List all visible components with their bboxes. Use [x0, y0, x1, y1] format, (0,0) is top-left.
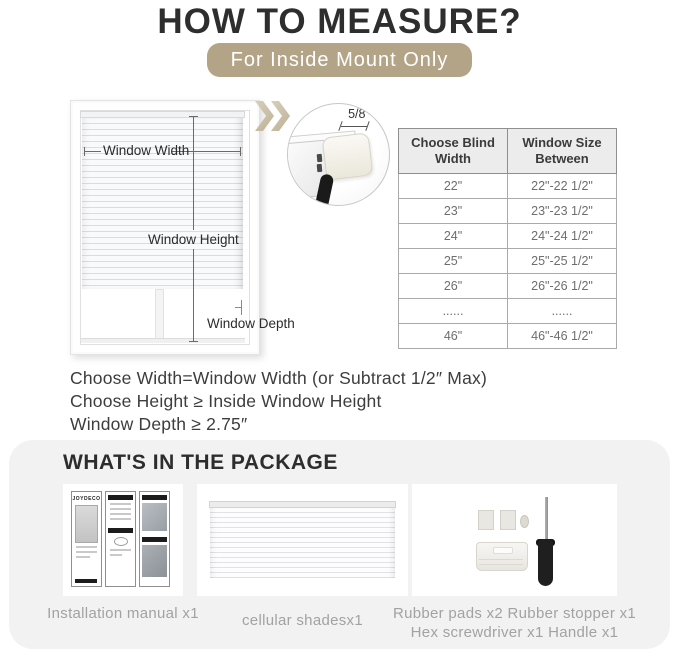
- note-line: Window Depth ≥ 2.75″: [70, 414, 248, 434]
- hex-screwdriver: [538, 539, 553, 586]
- table-header-cell: Window Size Between: [508, 129, 617, 174]
- table-cell: 46"-46 1/2": [508, 324, 617, 349]
- installation-manual-illustration: [71, 491, 170, 587]
- table-row: [399, 324, 617, 349]
- height-line-bottom: [193, 249, 194, 342]
- mount-bracket-tab: [322, 132, 374, 180]
- caption-hardware: [392, 604, 637, 642]
- height-line-top: [193, 116, 194, 230]
- clip-detail: [317, 154, 323, 162]
- manual-text-line: [110, 554, 122, 556]
- shade-headrail: [80, 111, 245, 118]
- window-width-label: Window Width: [103, 143, 190, 158]
- manual-text-line: [110, 503, 131, 505]
- window-height-label: Window Height: [148, 232, 239, 247]
- shade-headrail-illustration: [209, 501, 396, 508]
- table-cell: 46": [399, 324, 508, 349]
- table-row: [399, 299, 617, 324]
- rubber-pad: [500, 510, 516, 530]
- table-row: [399, 274, 617, 299]
- package-section-title: WHAT'S IN THE PACKAGE: [63, 451, 338, 474]
- height-tick-top: [189, 116, 198, 117]
- window-sill: [81, 338, 245, 343]
- cellular-shade-product: [210, 508, 395, 578]
- screwdriver-shaft: [545, 497, 548, 541]
- note-line: Choose Height ≥ Inside Window Height: [70, 391, 382, 411]
- caption-shades: cellular shadesx1: [242, 612, 363, 629]
- table-cell: 24": [399, 224, 508, 249]
- note-line: Choose Width=Window Width (or Subtract 1/2″ Max): [70, 368, 487, 388]
- manual-text-line: [110, 513, 131, 515]
- manual-heading-bar: [108, 495, 133, 500]
- inside-mount-badge: For Inside Mount Only: [207, 43, 472, 77]
- table-cell: 22"-22 1/2": [508, 174, 617, 199]
- manual-text-line: [110, 508, 131, 510]
- manual-photo: [142, 503, 167, 531]
- package-card-hardware: [412, 484, 617, 596]
- table-cell: 23": [399, 199, 508, 224]
- headrail-clips: [317, 154, 322, 172]
- manual-panel: [105, 491, 136, 587]
- manual-heading-bar: [142, 537, 167, 542]
- rubber-pad: [478, 510, 494, 530]
- table-cell: 26": [399, 274, 508, 299]
- table-header-cell: Choose Blind Width: [399, 129, 508, 174]
- table-row: [399, 174, 617, 199]
- chevron-right-icon: [255, 101, 290, 136]
- dimension-tick: [365, 121, 369, 131]
- table-row: [399, 199, 617, 224]
- width-tick-right: [240, 147, 241, 156]
- table-cell: 24"-24 1/2": [508, 224, 617, 249]
- manual-window-image: [75, 505, 98, 543]
- package-card-manual: [63, 484, 183, 596]
- manual-brand-text: JOYDECO: [72, 496, 101, 502]
- handle-ridge: [479, 559, 523, 560]
- package-card-shades: [197, 484, 408, 596]
- caption-manual: Installation manual x1: [47, 605, 199, 622]
- manual-photo: [142, 545, 167, 577]
- manual-panel: [139, 491, 170, 587]
- chevron-right-icon: [255, 101, 274, 131]
- table-row: [399, 249, 617, 274]
- dimension-line: [341, 126, 367, 127]
- handle: [476, 542, 528, 571]
- window-mullion: [155, 289, 164, 340]
- table-header-row: [399, 129, 617, 174]
- manual-heading-bar: [142, 495, 167, 500]
- window-depth-label: Window Depth: [207, 316, 295, 331]
- table-cell: 26"-26 1/2": [508, 274, 617, 299]
- rubber-stopper: [520, 515, 529, 528]
- manual-heading-bar: [108, 528, 133, 533]
- headrail-depth-label: 5/8": [348, 107, 370, 121]
- table-cell: 22": [399, 174, 508, 199]
- width-line-left: [84, 151, 101, 152]
- table-cell: 25": [399, 249, 508, 274]
- table-row: [399, 224, 617, 249]
- manual-text-line: [76, 546, 97, 548]
- manual-panel: [71, 491, 102, 587]
- table-cell: 25"-25 1/2": [508, 249, 617, 274]
- depth-tick-horizontal: [235, 307, 242, 308]
- caption-hardware-line2: Hex screwdriver x1 Handle x1: [410, 624, 619, 641]
- blind-size-table: [398, 128, 617, 349]
- manual-diagram-shape: [114, 537, 128, 546]
- manual-text-line: [110, 549, 131, 551]
- handle-slot: [493, 547, 513, 554]
- table-cell: 23"-23 1/2": [508, 199, 617, 224]
- headrail-detail-circle: [287, 103, 390, 206]
- measure-notes: [70, 367, 550, 436]
- caption-hardware-line1: Rubber pads x2 Rubber stopper x1: [392, 605, 637, 622]
- clip-detail: [317, 164, 323, 172]
- handle-ridge: [479, 564, 523, 565]
- table-cell: ......: [399, 299, 508, 324]
- height-tick-bottom: [189, 341, 198, 342]
- width-tick-left: [84, 147, 85, 156]
- manual-logo-strip: [75, 579, 97, 583]
- table-cell: ......: [508, 299, 617, 324]
- page-title: HOW TO MEASURE?: [157, 2, 522, 41]
- manual-text-line: [76, 551, 97, 553]
- manual-text-line: [110, 518, 131, 520]
- manual-text-line: [76, 556, 90, 558]
